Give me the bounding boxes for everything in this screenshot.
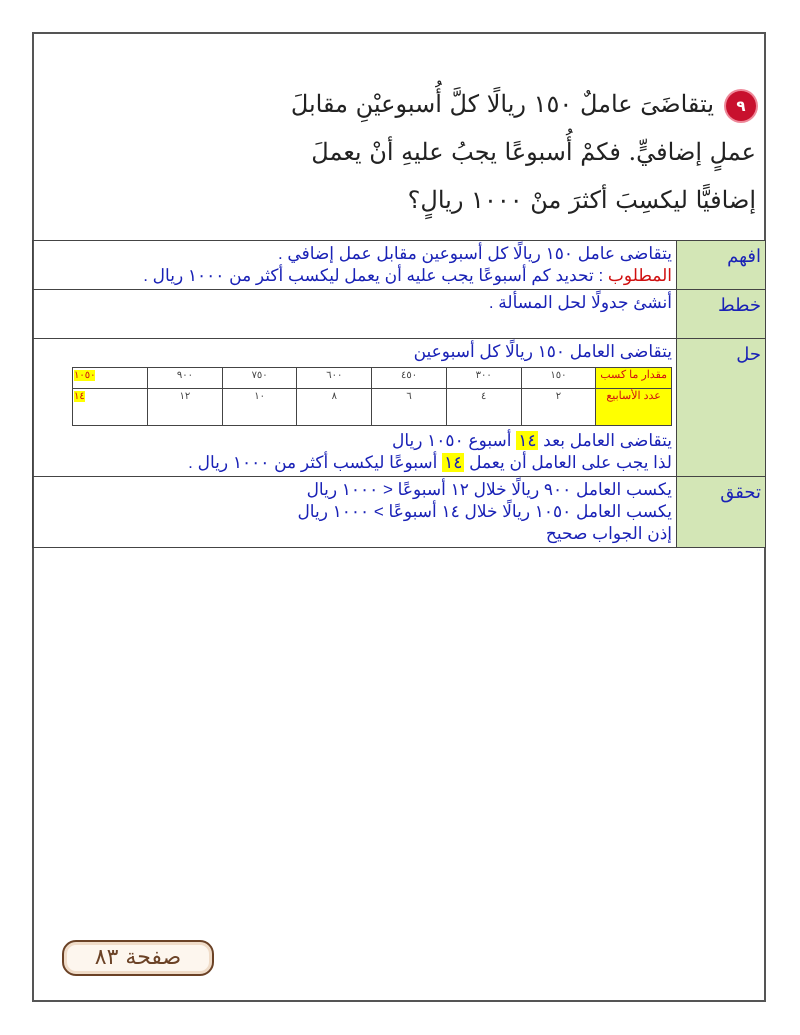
required-label: المطلوب [607, 266, 672, 285]
check-line-3: إذن الجواب صحيح [545, 524, 672, 543]
step-solve [33, 339, 766, 477]
understand-required [37, 265, 672, 287]
weeks-highlight-value: ١٤ [74, 391, 85, 402]
weeks-cell: ٨ [297, 389, 372, 426]
step-plan [33, 290, 766, 339]
step-understand-label: افهم [677, 241, 766, 290]
problem-line-1-text: يتقاضَىَ عاملٌ ١٥٠ ريالًا كلَّ أُسبوعيْنِ مقابلَ [290, 90, 714, 118]
weeks-cell-highlight [73, 389, 148, 426]
weeks-header: عدد الأسابيع [596, 389, 672, 426]
earnings-cell: ٤٥٠ [372, 368, 447, 389]
step-understand-content [33, 241, 677, 290]
earnings-cell: ١٥٠ [521, 368, 596, 389]
result1-post: أسبوع ١٠٥٠ ريال [391, 431, 517, 450]
problem-line-3: إضافيًّا ليكسِبَ أكثرَ منْ ١٠٠٠ ريالٍ؟ [407, 186, 756, 214]
result2-pre: لذا يجب على العامل أن يعمل [464, 453, 672, 472]
step-check [33, 477, 766, 548]
weeks-cell: ١٢ [148, 389, 223, 426]
question-number-badge: ٩ [726, 91, 756, 121]
earnings-highlight-value: ١٠٥٠ [74, 370, 96, 381]
step-plan-content: أنشئ جدولًا لحل المسألة . [33, 290, 677, 339]
required-text: : تحديد كم أسبوعًا يجب عليه أن يعمل ليكسب أكثر من ١٠٠٠ ريال . [143, 266, 608, 285]
step-check-content [33, 477, 677, 548]
result1-highlight: ١٤ [518, 431, 537, 450]
problem-line-2: عملٍ إضافيٍّ. فكمْ أُسبوعًا يجبُ عليهِ أنْ يعملَ [311, 138, 756, 166]
result2-post: أسبوعًا ليكسب أكثر من ١٠٠٠ ريال . [188, 453, 443, 472]
problem-statement [116, 80, 756, 224]
step-understand [33, 241, 766, 290]
earnings-cell: ٣٠٠ [446, 368, 521, 389]
step-plan-label: خطط [677, 290, 766, 339]
weeks-cell: ٦ [372, 389, 447, 426]
step-solve-label: حل [677, 339, 766, 477]
earnings-row [73, 368, 672, 389]
earnings-cell: ٦٠٠ [297, 368, 372, 389]
check-line-2: يكسب العامل ١٠٥٠ ريالًا خلال ١٤ أسبوعًا > ١٠٠٠ ريال [297, 502, 672, 521]
solve-result-1 [37, 430, 672, 452]
earnings-cell: ٧٥٠ [222, 368, 297, 389]
earnings-header: مقدار ما كسب [596, 368, 672, 389]
step-solve-content [33, 339, 677, 477]
result2-highlight: ١٤ [444, 453, 463, 472]
result1-pre: يتقاضى العامل بعد [538, 431, 672, 450]
page-number-badge: صفحة ٨٣ [62, 940, 214, 976]
earnings-table [72, 367, 672, 426]
weeks-cell: ١٠ [222, 389, 297, 426]
weeks-row [73, 389, 672, 426]
step-check-label: تحقق [677, 477, 766, 548]
check-line-1: يكسب العامل ٩٠٠ ريالًا خلال ١٢ أسبوعًا < ١٠٠٠ ريال [306, 480, 672, 499]
understand-line-1: يتقاضى عامل ١٥٠ ريالًا كل أسبوعين مقابل عمل إضافي . [277, 244, 672, 263]
weeks-cell: ٤ [446, 389, 521, 426]
weeks-cell: ٢ [521, 389, 596, 426]
earnings-cell: ٩٠٠ [148, 368, 223, 389]
solve-intro: يتقاضى العامل ١٥٠ ريالًا كل أسبوعين [413, 342, 672, 361]
earnings-cell-highlight [73, 368, 148, 389]
solve-result-2 [37, 452, 672, 474]
problem-line-1 [116, 80, 756, 128]
solution-steps-table [32, 240, 766, 548]
